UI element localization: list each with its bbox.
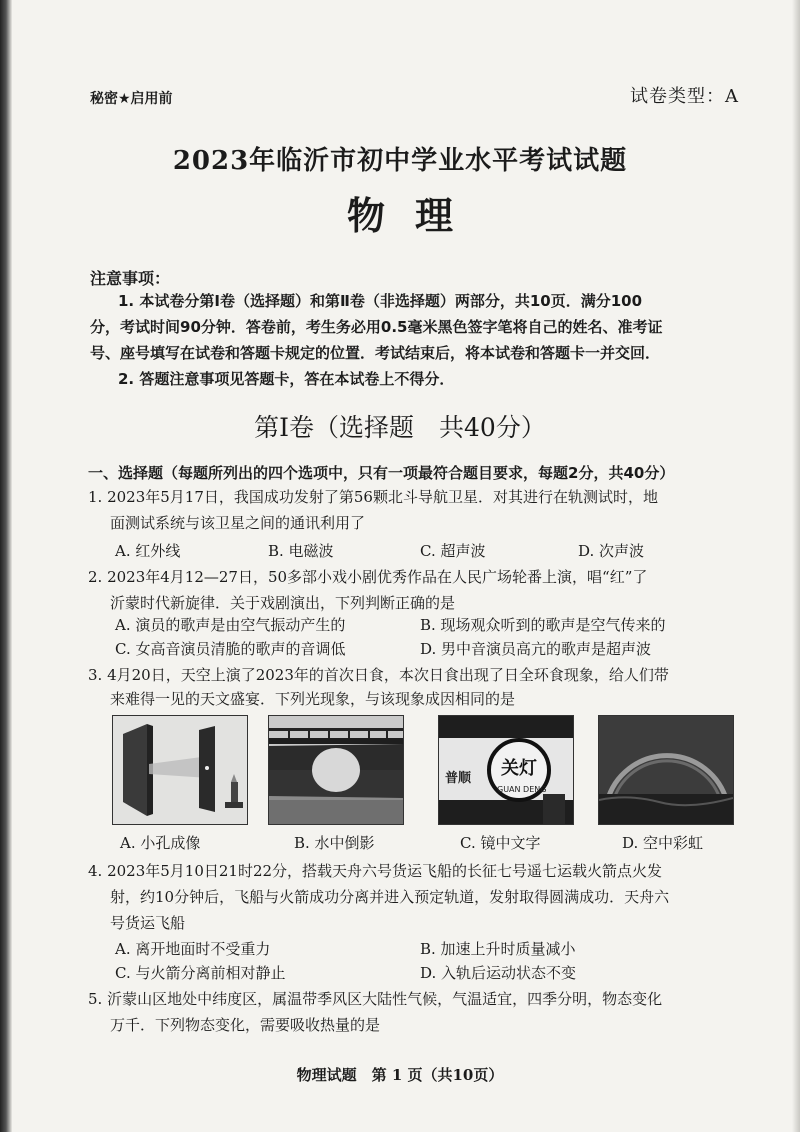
question-1-option-c: C. 超声波 <box>420 542 486 560</box>
water-reflection-picture <box>268 715 404 825</box>
question-5-line: 5. 沂蒙山区地处中纬度区，属温带季风区大陆性气候，气温适宜，四季分明，物态变化 <box>88 990 663 1008</box>
notice-heading: 注意事项： <box>90 269 171 288</box>
question-4-line: 射，约10分钟后，飞船与火箭成功分离并进入预定轨道，发射取得圆满成功．天舟六 <box>110 888 670 906</box>
question-2-line: 沂蒙时代新旋律．关于戏剧演出，下列判断正确的是 <box>110 594 456 612</box>
question-1-option-a: A. 红外线 <box>115 542 181 560</box>
rainbow-picture <box>598 715 734 825</box>
question-4-option-c: C. 与火箭分离前相对静止 <box>115 964 286 982</box>
question-1-option-b: B. 电磁波 <box>268 542 334 560</box>
notice-line: 2. 答题注意事项见答题卡，答在本试卷上不得分． <box>118 370 455 388</box>
question-1-line: 1. 2023年5月17日，我国成功发射了第56颗北斗导航卫星．对其进行在轨测试时，地 <box>88 488 658 506</box>
question-4-option-b: B. 加速上升时质量减小 <box>420 940 576 958</box>
question-3-option-d: D. 空中彩虹 <box>622 834 704 852</box>
question-2-option-b: B. 现场观众听到的歌声是空气传来的 <box>420 616 666 634</box>
subject-title: 物理 <box>346 193 483 238</box>
question-4-line: 4. 2023年5月10日21时22分，搭载天舟六号货运飞船的长征七号遥七运载火箭点火发 <box>88 862 663 880</box>
mirror-text-faint: 普顺 <box>445 771 472 786</box>
section-title: 第Ⅰ卷（选择题 共40分） <box>254 413 546 442</box>
exam-title: 2023年临沂市初中学业水平考试试题 <box>172 146 628 176</box>
question-2-option-d: D. 男中音演员高亢的歌声是超声波 <box>420 640 652 658</box>
question-4-line: 号货运飞船 <box>110 914 186 932</box>
question-2-line: 2. 2023年4月12—27日，50多部小戏小剧优秀作品在人民广场轮番上演，唱“红”了 <box>88 568 648 586</box>
question-2-option-c: C. 女高音演员清脆的歌声的音调低 <box>115 640 346 658</box>
question-3-option-b: B. 水中倒影 <box>294 834 375 852</box>
paper-type-label: 试卷类型：A <box>630 86 739 107</box>
mirror-text-pinyin: GUAN DENG <box>497 785 547 794</box>
question-4-option-d: D. 入轨后运动状态不变 <box>420 964 577 982</box>
question-3-option-c: C. 镜中文字 <box>460 834 541 852</box>
notice-line: 号、座号填写在试卷和答题卡规定的位置．考试结束后，将本试卷和答题卡一并交回． <box>90 344 661 362</box>
question-3-line: 来难得一见的天文盛宴．下列光现象，与该现象成因相同的是 <box>110 690 516 708</box>
pinhole-imaging-picture <box>112 715 248 825</box>
question-3-option-a: A. 小孔成像 <box>120 834 201 852</box>
question-3-line: 3. 4月20日，天空上演了2023年的首次日食，本次日食出现了日全环食现象，给人们带 <box>88 666 669 684</box>
question-1-option-d: D. 次声波 <box>578 542 645 560</box>
confidential-label: 秘密★启用前 <box>90 91 173 107</box>
section-instructions: 一、选择题（每题所列出的四个选项中，只有一项最符合题目要求，每题2分，共40分） <box>88 464 675 482</box>
question-4-option-a: A. 离开地面时不受重力 <box>115 940 271 958</box>
question-5-line: 万千．下列物态变化，需要吸收热量的是 <box>110 1016 381 1034</box>
notice-line: 1. 本试卷分第Ⅰ卷（选择题）和第Ⅱ卷（非选择题）两部分，共10页．满分100 <box>118 292 643 310</box>
page-footer: 物理试题 第 1 页（共10页） <box>296 1066 504 1084</box>
question-2-option-a: A. 演员的歌声是由空气振动产生的 <box>115 616 346 634</box>
notice-line: 分，考试时间90分钟．答卷前，考生务必用0.5毫米黑色签字笔将自己的姓名、准考证 <box>90 318 663 336</box>
mirror-text-picture <box>438 715 574 825</box>
mirror-text-main: 关灯 <box>501 758 537 779</box>
question-1-line: 面测试系统与该卫星之间的通讯利用了 <box>110 514 366 532</box>
